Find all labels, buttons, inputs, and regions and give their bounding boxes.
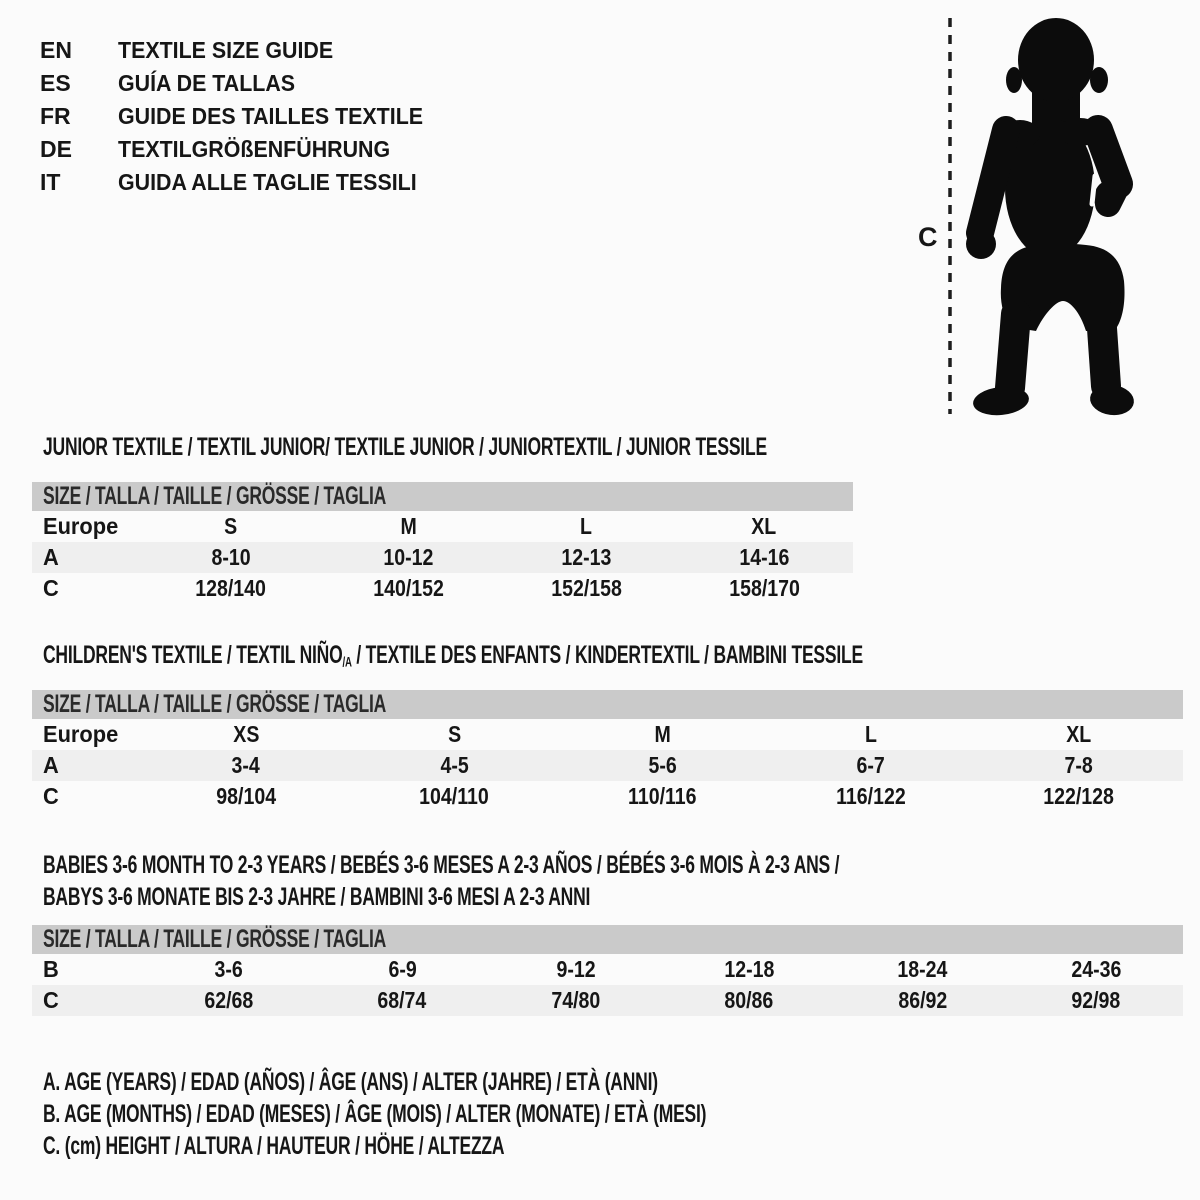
language-title: GUÍA DE TALLAS	[118, 70, 296, 96]
table-row-europe	[32, 719, 1183, 750]
row-label: Europe	[43, 721, 119, 747]
children-size-table	[32, 690, 1183, 812]
row-label: Europe	[43, 513, 119, 539]
table-cell: 62/68	[204, 987, 254, 1013]
size-header-row: SIZE / TALLA / TAILLE / GRÖSSE / TAGLIA	[32, 690, 1183, 719]
table-cell: L	[864, 721, 877, 747]
table-cell: 7-8	[1064, 752, 1094, 778]
table-cell: 4-5	[440, 752, 469, 778]
language-code: DE	[40, 136, 72, 162]
row-label: C	[43, 783, 59, 809]
row-label: A	[43, 544, 59, 570]
table-cell: M	[654, 721, 671, 747]
table-cell: 9-12	[556, 956, 596, 982]
table-cell: 110/116	[628, 783, 697, 809]
language-title: TEXTILGRÖßENFÜHRUNG	[118, 136, 391, 162]
table-cell: 74/80	[551, 987, 601, 1013]
table-cell: 8-10	[211, 544, 251, 570]
legend-line-a: A. AGE (YEARS) / EDAD (AÑOS) / ÂGE (ANS) / ALTER (JAHRE) / ETÀ (ANNI)	[43, 1068, 658, 1096]
table-row-c	[32, 985, 1183, 1016]
table-cell: 18-24	[897, 956, 948, 982]
language-row-fr	[40, 100, 446, 133]
table-cell: 12-13	[561, 544, 612, 570]
babies-section-title: BABIES 3-6 MONTH TO 2-3 YEARS / BEBÉS 3-6 MESES A 2-3 AÑOS / BÉBÉS 3-6 MOIS À 2-3 ANS / BABYS 3-6 MONATE BIS 2-3 JAHRE / BAMBINI 3-6 MESI A 2-3 ANNI	[43, 851, 840, 911]
language-row-de	[40, 133, 446, 166]
language-code: FR	[40, 103, 71, 129]
table-cell: 104/110	[419, 783, 490, 809]
table-cell: 24-36	[1071, 956, 1122, 982]
row-label: C	[43, 575, 59, 601]
table-row-b	[32, 954, 1183, 985]
table-cell: M	[400, 513, 417, 539]
table-cell: 128/140	[195, 575, 267, 601]
table-cell: 116/122	[835, 783, 906, 809]
table-cell: 14-16	[739, 544, 790, 570]
title-subscript: /A	[342, 654, 352, 670]
table-cell: 6-7	[856, 752, 885, 778]
table-row-a	[32, 542, 853, 573]
language-title: TEXTILE SIZE GUIDE	[118, 37, 334, 63]
measurement-legend	[43, 1068, 991, 1164]
child-silhouette-icon	[966, 18, 1136, 418]
table-cell: 158/170	[728, 575, 800, 601]
table-cell: 10-12	[383, 544, 434, 570]
table-cell: XS	[233, 721, 260, 747]
babies-size-table	[32, 925, 1183, 1016]
language-title: GUIDE DES TAILLES TEXTILE	[118, 103, 424, 129]
table-cell: 3-6	[214, 956, 243, 982]
table-cell: 122/128	[1043, 783, 1115, 809]
language-row-en	[40, 34, 446, 67]
table-cell: 80/86	[724, 987, 774, 1013]
row-label: B	[43, 956, 59, 982]
table-row-c	[32, 573, 853, 604]
table-cell: 98/104	[216, 783, 277, 809]
language-list	[40, 34, 446, 199]
table-cell: 5-6	[648, 752, 677, 778]
table-row-europe	[32, 511, 853, 542]
table-cell: 140/152	[373, 575, 444, 601]
child-figure	[900, 14, 1150, 424]
language-code: ES	[40, 70, 71, 96]
table-row-a	[32, 750, 1183, 781]
table-cell: 152/158	[551, 575, 622, 601]
table-cell: 86/92	[898, 987, 948, 1013]
row-label: A	[43, 752, 59, 778]
size-header-row: SIZE / TALLA / TAILLE / GRÖSSE / TAGLIA	[32, 482, 853, 511]
row-label: C	[43, 987, 59, 1013]
table-cell: S	[447, 721, 461, 747]
table-cell: 12-18	[724, 956, 775, 982]
table-cell: S	[224, 513, 238, 539]
language-title: GUIDA ALLE TAGLIE TESSILI	[118, 169, 417, 195]
table-cell: 3-4	[231, 752, 261, 778]
table-cell: 92/98	[1071, 987, 1121, 1013]
language-code: IT	[40, 169, 61, 195]
junior-section-title: JUNIOR TEXTILE / TEXTIL JUNIOR/ TEXTILE JUNIOR / JUNIORTEXTIL / JUNIOR TESSILE	[43, 433, 767, 461]
table-cell: 68/74	[377, 987, 427, 1013]
size-header-row: SIZE / TALLA / TAILLE / GRÖSSE / TAGLIA	[32, 925, 1183, 954]
language-row-it	[40, 166, 446, 199]
junior-size-table	[32, 482, 853, 604]
table-cell: 6-9	[388, 956, 417, 982]
children-section-title: CHILDREN'S TEXTILE / TEXTIL NIÑO/A / TEXTILE DES ENFANTS / KINDERTEXTIL / BAMBINI TESSILE	[43, 641, 863, 670]
language-row-es	[40, 67, 446, 100]
table-cell: L	[580, 513, 593, 539]
language-code: EN	[40, 37, 72, 63]
legend-line-b: B. AGE (MONTHS) / EDAD (MESES) / ÂGE (MOIS) / ALTER (MONATE) / ETÀ (MESI)	[43, 1100, 707, 1128]
height-label: C	[918, 222, 938, 252]
table-cell: XL	[751, 513, 777, 539]
legend-line-c: C. (cm) HEIGHT / ALTURA / HAUTEUR / HÖHE / ALTEZZA	[43, 1132, 505, 1160]
table-row-c	[32, 781, 1183, 812]
table-cell: XL	[1066, 721, 1092, 747]
